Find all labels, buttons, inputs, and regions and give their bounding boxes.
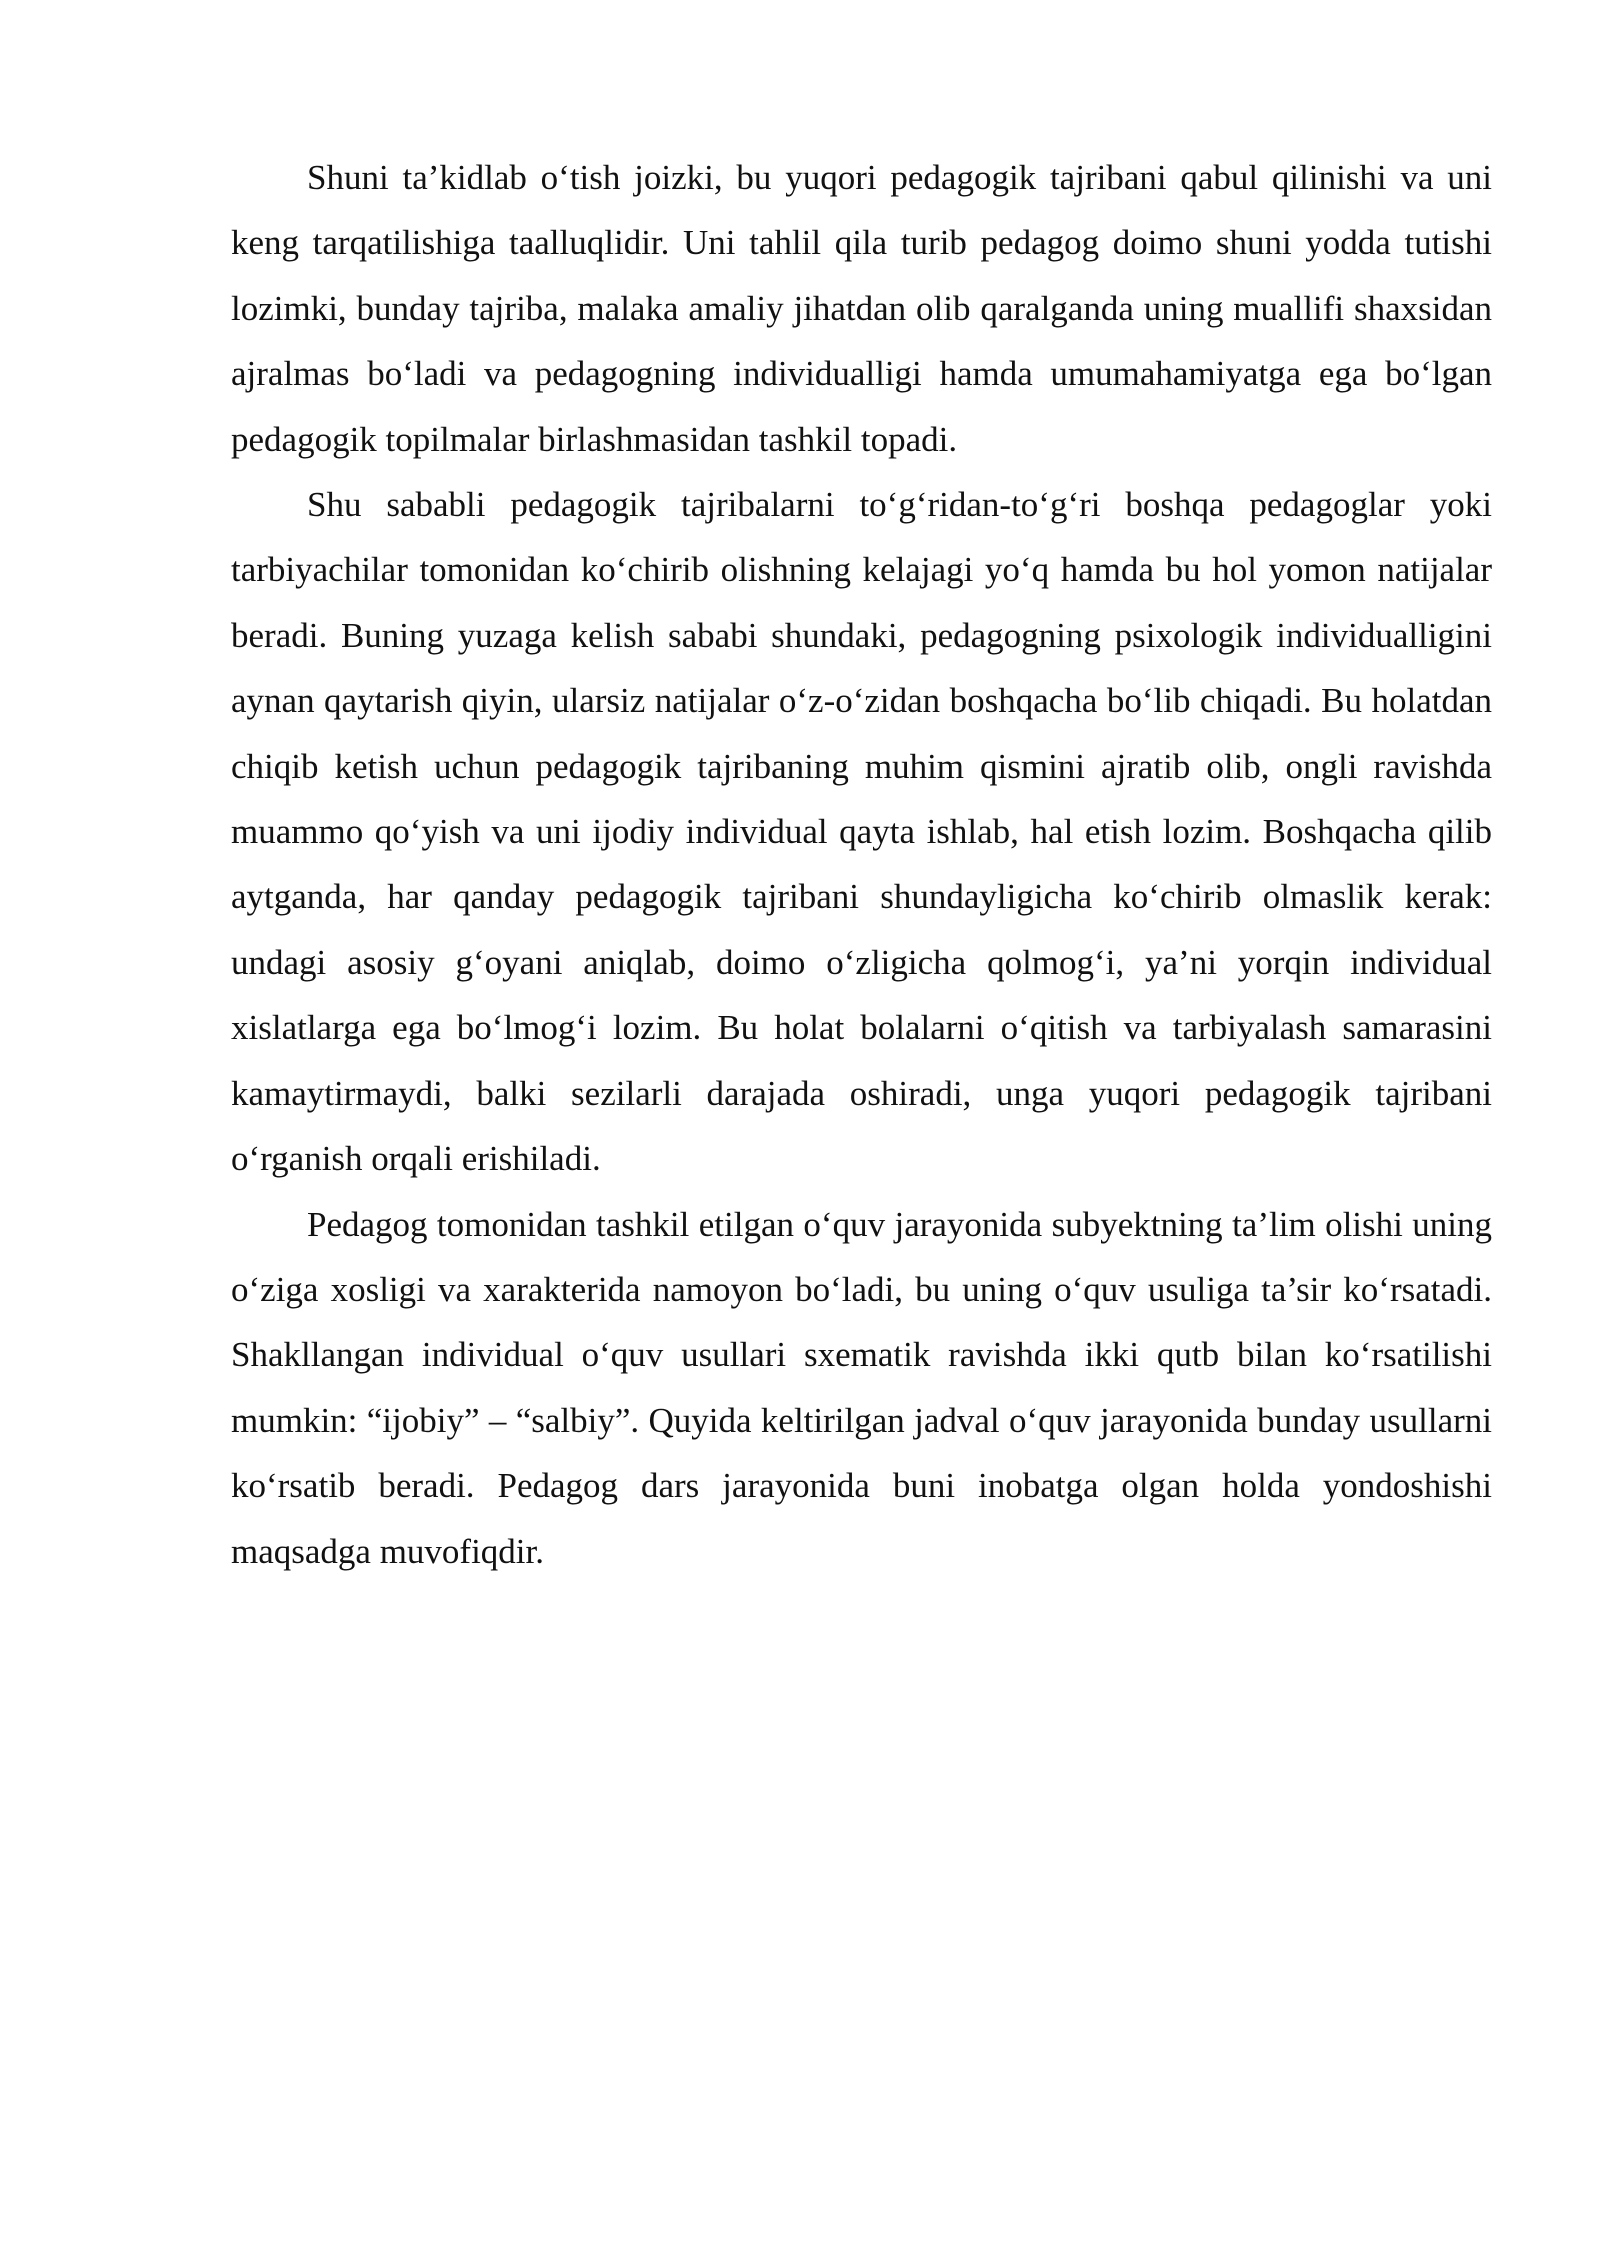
paragraph-3: Pedagog tomonidan tashkil etilgan o‘quv jarayonida subyektning ta’lim olishi uning o‘ziga xosligi va xarakterida namoyon bo‘ladi, bu uning o‘quv usuliga ta’sir ko‘rsatadi. Shakllangan individual o‘quv usullari sxematik ravishda ikki qutb bilan ko‘rsatilishi mumkin: “ijobiy” – “salbiy”. Quyida keltirilgan jadval o‘quv jarayonida bunday usullarni ko‘rsatib beradi. Pedagog dars jarayonida buni inobatga olgan holda yondoshishi maqsadga muvofiqdir. bbox=[231, 1204, 1492, 1571]
paragraph-2: Shu sababli pedagogik tajribalarni to‘g‘ridan-to‘g‘ri boshqa pedagoglar yoki tarbiyachilar tomonidan ko‘chirib olishning kelajagi yo‘q hamda bu hol yomon natijalar beradi. Buning yuzaga kelish sababi shundaki, pedagogning psixologik individualligini aynan qaytarish qiyin, ularsiz natijalar o‘z-o‘zidan boshqacha bo‘lib chiqadi. Bu holatdan chiqib ketish uchun pedagogik tajribaning muhim qismini ajratib olib, ongli ravishda muammo qo‘yish va uni ijodiy individual qayta ishlab, hal etish lozim. Boshqacha qilib aytganda, har qanday pedagogik tajribani shundayligicha ko‘chirib olmaslik kerak: undagi asosiy g‘oyani aniqlab, doimo o‘zligicha qolmog‘i, ya’ni yorqin individual xislatlarga ega bo‘lmog‘i lozim. Bu holat bolalarni o‘qitish va tarbiyalash samarasini kamaytirmaydi, balki sezilarli darajada oshiradi, unga yuqori pedagogik tajribani o‘rganish orqali erishiladi. bbox=[231, 485, 1492, 1179]
paragraph-1: Shuni ta’kidlab o‘tish joizki, bu yuqori pedagogik tajribani qabul qilinishi va uni keng tarqatilishiga taalluqlidir. Uni tahlil qila turib pedagog doimo shuni yodda tutishi lozimki, bunday tajriba, malaka amaliy jihatdan olib qaralganda uning muallifi shaxsidan ajralmas bo‘ladi va pedagogning individualligi hamda umumahamiyatga ega bo‘lgan pedagogik topilmalar birlashmasidan tashkil topadi. bbox=[231, 158, 1492, 459]
body-text bbox=[231, 145, 1492, 1584]
